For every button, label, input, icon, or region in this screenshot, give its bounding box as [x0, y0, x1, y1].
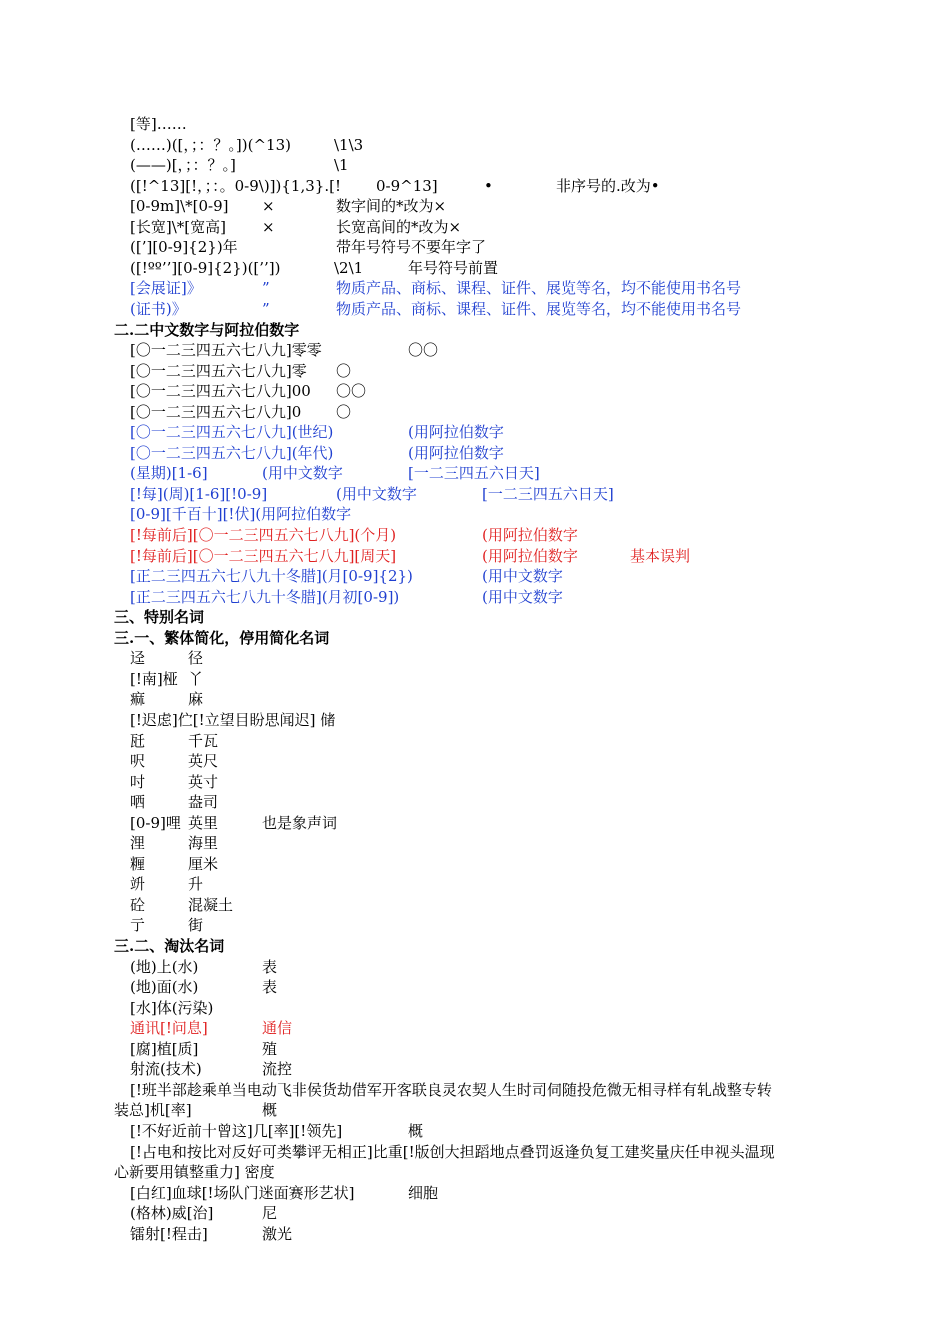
term-haili-col-1: 浬	[130, 834, 146, 852]
obs-xibao-col-1: [白红]血球[!场队门迷面赛形艺状]	[130, 1184, 355, 1202]
obs-biao-2-col-1: (地)面(水)	[130, 978, 199, 996]
term-yingcun-col-2: 英寸	[188, 773, 219, 791]
obs-zhi-col-2: 殖	[262, 1040, 278, 1058]
num-zero-3-col-2: 〇〇	[336, 382, 367, 400]
num-zero-2-col-2: 〇	[336, 362, 352, 380]
rule-exhibit-col-2: ”	[262, 279, 270, 297]
num-month-col-1: [!每前后][〇一二三四五六七八九](个月)	[130, 526, 397, 544]
num-week-col-2: (用阿拉伯数字	[482, 547, 578, 565]
rule-serial-col-3: •	[484, 177, 493, 195]
obs-tongxin-col-1: 通讯[!问息]	[130, 1019, 208, 1037]
obs-biao-1-col-1: (地)上(水)	[130, 958, 199, 976]
rule-times-digit-col-2: ×	[262, 197, 275, 215]
term-yingli-col-3: 也是象声词	[262, 814, 338, 832]
obs-biao-2-col-2: 表	[262, 978, 278, 996]
term-sheng-col-1: 竔	[130, 875, 146, 893]
num-weekday-col-2: (用中文数字	[262, 464, 343, 482]
rule-year-front-col-3: 年号符号前置	[408, 259, 499, 277]
term-jing-col-2: 径	[188, 649, 204, 667]
rule-times-size-col-2: ×	[262, 218, 275, 236]
num-zero-1-col-1: [〇一二三四五六七八九]零零	[130, 341, 322, 359]
rule-times-digit-col-3: 数字间的*改为×	[336, 197, 447, 215]
term-yingchi-col-2: 英尺	[188, 752, 219, 770]
num-zero-2-col-1: [〇一二三四五六七八九]零	[130, 362, 307, 380]
obs-zhi-col-1: [腐]植[质]	[130, 1040, 199, 1058]
term-jie-col-2: 街	[188, 916, 204, 934]
rule-exhibit-col-1: [会展证]》	[130, 279, 202, 297]
num-week-col-3: 基本误判	[630, 547, 691, 565]
term-hunningtu-col-2: 混凝土	[188, 896, 234, 914]
obs-ni-col-1: (格林)威[治]	[130, 1204, 214, 1222]
rule-times-digit-col-1: [0-9m]\*[0-9]	[130, 197, 229, 215]
term-yingcun-col-1: 吋	[130, 773, 146, 791]
rule-times-size-col-1: [长宽]\*[宽高]	[130, 218, 226, 236]
rule-dash-col-2: \1	[334, 156, 349, 174]
rule-cert-col-3: 物质产品、商标、课程、证件、展览等名，均不能使用书名号	[336, 300, 742, 318]
obs-midu-b: 心新要用镇整重力] 密度	[114, 1163, 275, 1181]
rule-year-mark-col-1: ([’][0-9]{2})年	[130, 238, 238, 256]
num-each-week-col-1: [!每](周)[1-6][!0-9]	[130, 485, 268, 503]
obs-gai-2-col-1: [!不好近前十曾这]几[率][!领先]	[130, 1122, 343, 1140]
obs-ni-col-2: 尼	[262, 1204, 278, 1222]
num-weekday-col-3: [一二三四五六日天]	[408, 464, 540, 482]
term-haili-col-2: 海里	[188, 834, 219, 852]
obs-gai-1a: [!班半部趁乘单当电动飞非侯货劫借军开客联良灵农契人生时司伺随投危微无相寻样有轧战整专转	[130, 1081, 772, 1099]
obs-midu-a: [!占电和按比对反好可类攀评无相正]比重[!版创大担蹈地点叠罚返逢负复工建奖量庆任申视头温现	[130, 1143, 775, 1161]
rule-ellipsis: [等]……	[130, 115, 187, 133]
rule-serial-col-2: 0-9^13]	[376, 177, 438, 195]
rule-year-front-col-1: ([!ºº’’][0-9]{2})([’’])	[130, 259, 281, 277]
term-sheng-col-2: 升	[188, 875, 204, 893]
term-yingchi-col-1: 呎	[130, 752, 146, 770]
rule-serial-col-1: ([!^13][!，；：。0-9\)]){1,3}.[!	[130, 177, 341, 195]
num-zero-3-col-1: [〇一二三四五六七八九]00	[130, 382, 311, 400]
num-each-week-col-3: [一二三四五六日天]	[482, 485, 614, 503]
obs-jiguang-col-2: 激光	[262, 1225, 293, 1243]
section-three: 三、特别名词	[114, 608, 205, 626]
term-yingli-col-1: [0-9]哩	[130, 814, 181, 832]
term-limi-col-1: 糎	[130, 855, 146, 873]
num-lunar-1-col-2: (用中文数字	[482, 567, 563, 585]
term-ya-col-1: [!南]桠	[130, 670, 178, 688]
obs-pollution: [水]体(污染)	[130, 999, 214, 1017]
term-ma-col-1: 痲	[130, 690, 146, 708]
rule-times-size-col-3: 长宽高间的*改为×	[336, 218, 462, 236]
num-weekday-col-1: (星期)[1-6]	[130, 464, 208, 482]
rule-cert-col-2: ”	[262, 300, 270, 318]
rule-serial-col-4: 非序号的.改为•	[556, 177, 660, 195]
rule-paren-ellipsis-col-1: (……)([，；：？。])(^13)	[130, 136, 291, 154]
obs-gai-1b-col-2: 概	[262, 1101, 278, 1119]
term-chu: [!迟虑]伫[!立望目盼思闻迟] 储	[130, 711, 336, 729]
obs-gai-2-col-2: 概	[408, 1122, 424, 1140]
num-lunar-2-col-2: (用中文数字	[482, 588, 563, 606]
term-ma-col-2: 麻	[188, 690, 204, 708]
term-jie-col-1: 亍	[130, 916, 146, 934]
rule-paren-ellipsis-col-2: \1\3	[334, 136, 364, 154]
term-yingli-col-2: 英里	[188, 814, 219, 832]
num-century-col-1: [〇一二三四五六七八九](世纪)	[130, 423, 334, 441]
section-three-two: 三.二、淘汰名词	[114, 937, 225, 955]
num-thousand: [0-9][千百十][!伏](用阿拉伯数字	[130, 505, 352, 523]
num-zero-4-col-2: 〇	[336, 403, 352, 421]
num-zero-1-col-2: 〇〇	[408, 341, 439, 359]
rule-cert-col-1: (证书)》	[130, 300, 187, 318]
rule-year-mark-col-2: 带年号符号不要年字了	[336, 238, 487, 256]
obs-biao-1-col-2: 表	[262, 958, 278, 976]
obs-tongxin-col-2: 通信	[262, 1019, 293, 1037]
obs-xibao-col-2: 细胞	[408, 1184, 439, 1202]
rule-dash-col-1: (——)[，；：？。]	[130, 156, 236, 174]
rule-exhibit-col-3: 物质产品、商标、课程、证件、展览等名，均不能使用书名号	[336, 279, 742, 297]
obs-liukong-col-2: 流控	[262, 1060, 293, 1078]
num-week-col-1: [!每前后][〇一二三四五六七八九][周天]	[130, 547, 397, 565]
num-decade-col-2: (用阿拉伯数字	[408, 444, 504, 462]
term-ya-col-2: 丫	[188, 670, 204, 688]
num-century-col-2: (用阿拉伯数字	[408, 423, 504, 441]
num-decade-col-1: [〇一二三四五六七八九](年代)	[130, 444, 334, 462]
term-jing-col-1: 迳	[130, 649, 146, 667]
obs-jiguang-col-1: 镭射[!程击]	[130, 1225, 208, 1243]
num-zero-4-col-1: [〇一二三四五六七八九]0	[130, 403, 302, 421]
obs-liukong-col-1: 射流(技术)	[130, 1060, 202, 1078]
num-each-week-col-2: (用中文数字	[336, 485, 417, 503]
num-lunar-2-col-1: [正二三四五六七八九十冬腊](月初[0-9])	[130, 588, 400, 606]
section-two: 二.二中文数字与阿拉伯数字	[114, 321, 300, 339]
rule-year-front-col-2: \2\1	[334, 259, 364, 277]
num-lunar-1-col-1: [正二三四五六七八九十冬腊](月[0-9]{2})	[130, 567, 413, 585]
term-qianwa-col-2: 千瓦	[188, 732, 219, 750]
term-limi-col-2: 厘米	[188, 855, 219, 873]
section-three-one: 三.一、繁体简化，停用简化名词	[114, 629, 330, 647]
term-pansi-col-2: 盎司	[188, 793, 219, 811]
term-hunningtu-col-1: 砼	[130, 896, 146, 914]
obs-gai-1b-col-1: 装总]机[率]	[114, 1101, 192, 1119]
term-pansi-col-1: 哂	[130, 793, 146, 811]
num-month-col-2: (用阿拉伯数字	[482, 526, 578, 544]
term-qianwa-col-1: 瓩	[130, 732, 146, 750]
